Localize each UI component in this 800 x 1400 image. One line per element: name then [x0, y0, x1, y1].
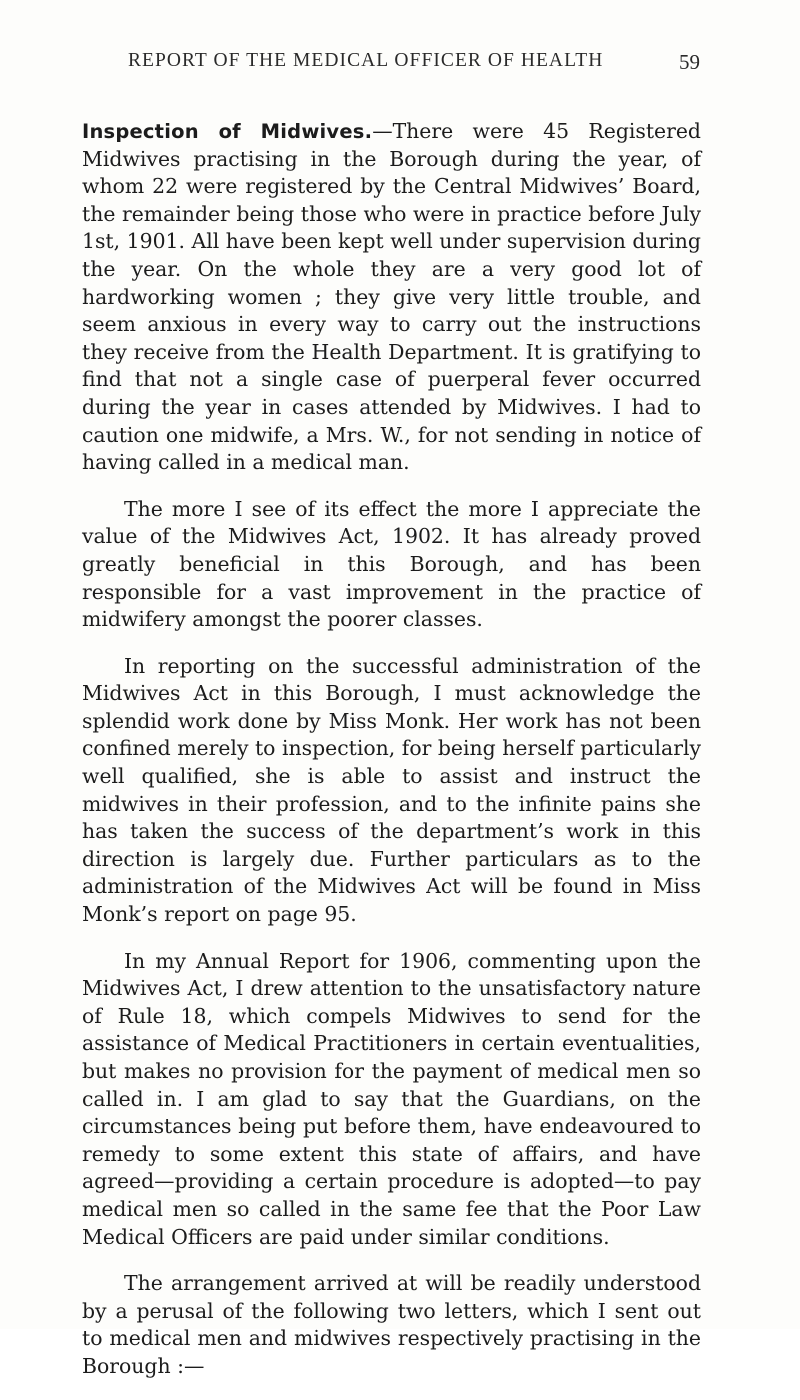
paragraph-rule-18: In my Annual Report for 1906, commenting upon the Midwives Act, I drew attention to the unsatisfactory nature of Rule 18, which compels Midwives to send for the assistance of Medical Practitioners in certain eventualities, but makes no provision for the payment of medical men so called in. I am glad to say that the Guardians, on the circumstances being put before them, have endeavoured to remedy to some extent this state of affairs, and have agreed—providing a certain procedure is adopted—to pay medical men so called in the same fee that the Poor Law Medical Officers are paid under similar conditions.	[82, 948, 701, 1249]
section-heading: Inspection of Midwives.	[82, 120, 373, 143]
running-header	[128, 50, 700, 80]
running-title: REPORT OF THE MEDICAL OFFICER OF HEALTH	[128, 50, 604, 71]
paragraph-midwives-act-value: The more I see of its effect the more I appreciate the value of the Midwives Act, 1902. It has already proved greatly beneficial in this Borough, and has been responsible for a vast improvement in the practice of midwifery amongst the poorer classes.	[82, 496, 701, 632]
paragraph-text: —There were 45 Registered Midwives practising in the Borough during the year, of whom 22 were registered by the Central Midwives’ Board, the remainder being those who were in practice before July 1st, 1901. All have been kept well under supervision during the year. On the whole they are a very good lot of hardworking women ; they give very little trouble, and seem anxious in every way to carry out the instructions they receive from the Health Department. It is gratifying to find that not a single case of puerperal fever occurred during the year in cases attended by Midwives. I had to caution one midwife, a Mrs. W., for not sending in notice of having called in a medical man.	[82, 119, 701, 475]
body-text	[82, 118, 701, 1400]
paragraph-letters-intro: The arrangement arrived at will be readily understood by a perusal of the following two letters, which I sent out to medical men and midwives respectively practising in the Borough :—	[82, 1271, 701, 1378]
paragraph-midwives-inspection	[82, 118, 701, 477]
paragraph-miss-monk: In reporting on the successful administration of the Midwives Act in this Borough, I must acknowledge the splendid work done by Miss Monk. Her work has not been confined merely to inspection, for being herself particularly well qualified, she is able to assist and instruct the midwives in their profession, and to the infinite pains she has taken the success of the department’s work in this direction is largely due. Further particulars as to the administration of the Midwives Act will be found in Miss Monk’s report on page 95.	[82, 653, 701, 927]
page-number: 59	[679, 50, 700, 74]
